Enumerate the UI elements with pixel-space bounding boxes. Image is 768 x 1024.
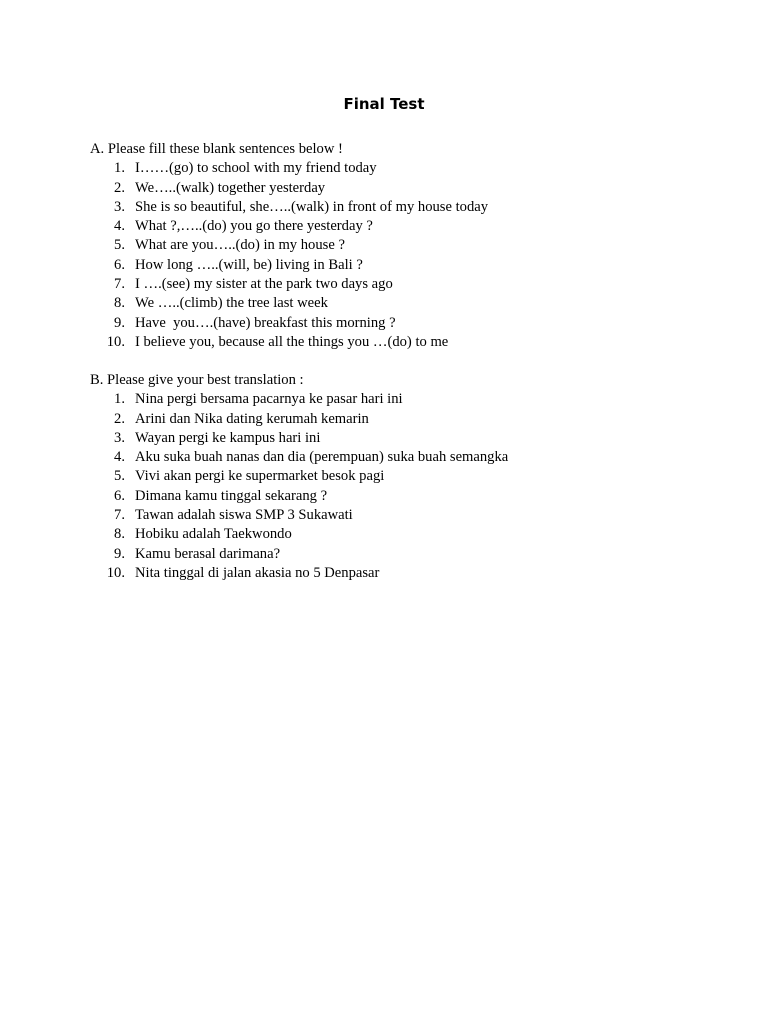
question-text: What ?,…..(do) you go there yesterday ? xyxy=(135,218,373,235)
question-item xyxy=(90,256,690,275)
question-number: 2. xyxy=(114,410,125,427)
question-item xyxy=(90,179,690,198)
section-heading-a: A. Please fill these blank sentences below ! xyxy=(90,141,343,157)
question-number: 4. xyxy=(114,449,125,466)
question-item xyxy=(90,564,690,583)
question-item xyxy=(90,525,690,544)
question-item xyxy=(90,390,690,409)
question-text: Dimana kamu tinggal sekarang ? xyxy=(135,487,328,504)
question-number: 9. xyxy=(114,314,125,331)
question-text: Have you….(have) breakfast this morning ? xyxy=(135,314,396,331)
question-item xyxy=(90,294,690,313)
question-item xyxy=(90,487,690,506)
question-text: Tawan adalah siswa SMP 3 Sukawati xyxy=(135,507,353,524)
question-number: 1. xyxy=(114,391,125,408)
question-number: 9. xyxy=(114,545,125,562)
question-text: Arini dan Nika dating kerumah kemarin xyxy=(135,410,369,427)
question-number: 7. xyxy=(114,507,125,524)
question-text: She is so beautiful, she…..(walk) in front of my house today xyxy=(135,198,489,215)
question-item xyxy=(90,429,690,448)
question-number: 8. xyxy=(114,526,125,543)
question-text: Wayan pergi ke kampus hari ini xyxy=(135,429,321,446)
question-item xyxy=(90,217,690,236)
question-number: 7. xyxy=(114,276,125,293)
question-item xyxy=(90,448,690,467)
question-text: We…..(walk) together yesterday xyxy=(135,179,326,196)
question-text: I believe you, because all the things you …(do) to me xyxy=(135,333,449,350)
question-text: I……(go) to school with my friend today xyxy=(135,160,377,177)
question-number: 5. xyxy=(114,468,125,485)
section-translation xyxy=(90,371,690,583)
question-number: 4. xyxy=(114,218,125,235)
question-number: 10. xyxy=(106,333,125,350)
question-text: We …..(climb) the tree last week xyxy=(135,295,328,312)
question-text: I ….(see) my sister at the park two days ago xyxy=(135,276,393,293)
question-text: Hobiku adalah Taekwondo xyxy=(135,526,292,543)
question-number: 2. xyxy=(114,179,125,196)
question-text: What are you…..(do) in my house ? xyxy=(135,237,345,254)
page-title: Final Test xyxy=(343,95,425,113)
section-heading-b: B. Please give your best translation : xyxy=(90,372,304,388)
question-item xyxy=(90,198,690,217)
question-number: 5. xyxy=(114,237,125,254)
question-item xyxy=(90,159,690,178)
question-list-b xyxy=(90,390,690,583)
question-number: 3. xyxy=(114,429,125,446)
question-item xyxy=(90,333,690,352)
question-item xyxy=(90,410,690,429)
section-fill-blanks xyxy=(90,140,690,352)
question-number: 6. xyxy=(114,487,125,504)
question-item xyxy=(90,314,690,333)
question-number: 8. xyxy=(114,295,125,312)
question-text: Kamu berasal darimana? xyxy=(135,545,281,562)
question-item xyxy=(90,467,690,486)
question-text: Nita tinggal di jalan akasia no 5 Denpasar xyxy=(135,564,380,581)
question-number: 3. xyxy=(114,198,125,215)
question-item xyxy=(90,275,690,294)
question-item xyxy=(90,506,690,525)
question-number: 6. xyxy=(114,256,125,273)
question-number: 10. xyxy=(106,564,125,581)
question-text: How long …..(will, be) living in Bali ? xyxy=(135,256,363,273)
question-text: Nina pergi bersama pacarnya ke pasar hari ini xyxy=(135,391,403,408)
question-text: Vivi akan pergi ke supermarket besok pagi xyxy=(135,468,385,485)
question-item xyxy=(90,545,690,564)
question-number: 1. xyxy=(114,160,125,177)
question-text: Aku suka buah nanas dan dia (perempuan) suka buah semangka xyxy=(135,449,509,466)
question-item xyxy=(90,236,690,255)
question-list-a xyxy=(90,159,690,352)
